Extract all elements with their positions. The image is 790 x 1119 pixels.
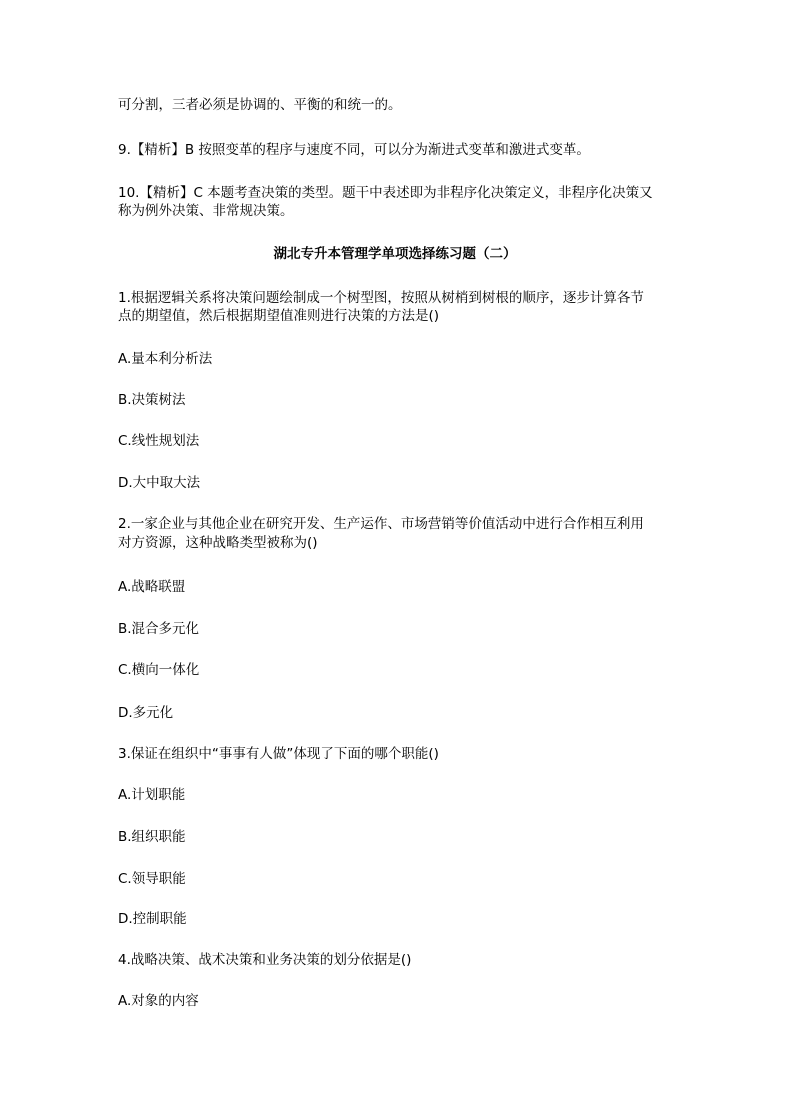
question-3-stem: 3.保证在组织中“事事有人做”体现了下面的哪个职能() — [118, 746, 439, 762]
question-3-option-c: C.领导职能 — [118, 871, 186, 887]
question-2-option-b: B.混合多元化 — [118, 621, 200, 637]
question-1-stem-line-1: 1.根据逻辑关系将决策问题绘制成一个树型图，按照从树梢到树根的顺序，逐步计算各节 — [118, 290, 644, 306]
question-4-stem: 4.战略决策、战术决策和业务决策的划分依据是() — [118, 952, 412, 968]
question-1-option-b: B.决策树法 — [118, 392, 186, 408]
question-3-option-b: B.组织职能 — [118, 829, 186, 845]
previous-answer-continuation: 可分割，三者必须是协调的、平衡的和统一的。 — [118, 97, 402, 113]
question-1-option-c: C.线性规划法 — [118, 433, 200, 449]
question-2-stem-line-1: 2.一家企业与其他企业在研究开发、生产运作、市场营销等价值活动中进行合作相互利用 — [118, 516, 644, 532]
question-2-option-c: C.横向一体化 — [118, 662, 200, 678]
question-1-option-d: D.大中取大法 — [118, 475, 201, 491]
question-3-option-d: D.控制职能 — [118, 911, 187, 927]
question-2-stem-line-2: 对方资源，这种战略类型被称为() — [118, 535, 318, 551]
question-1-stem-line-2: 点的期望值，然后根据期望值准则进行决策的方法是() — [118, 308, 440, 324]
question-2-option-a: A.战略联盟 — [118, 579, 186, 595]
question-3-option-a: A.计划职能 — [118, 787, 186, 803]
answer-analysis-9: 9.【精析】B 按照变革的程序与速度不同，可以分为渐进式变革和激进式变革。 — [118, 142, 590, 158]
question-1-option-a: A.量本利分析法 — [118, 351, 213, 367]
question-4-option-a: A.对象的内容 — [118, 993, 199, 1009]
section-title: 湖北专升本管理学单项选择练习题（二） — [273, 246, 517, 262]
answer-analysis-10-line-1: 10.【精析】C 本题考查决策的类型。题干中表述即为非程序化决策定义，非程序化决策又 — [118, 185, 653, 201]
answer-analysis-10-line-2: 称为例外决策、非常规决策。 — [118, 203, 294, 219]
question-2-option-d: D.多元化 — [118, 705, 174, 721]
